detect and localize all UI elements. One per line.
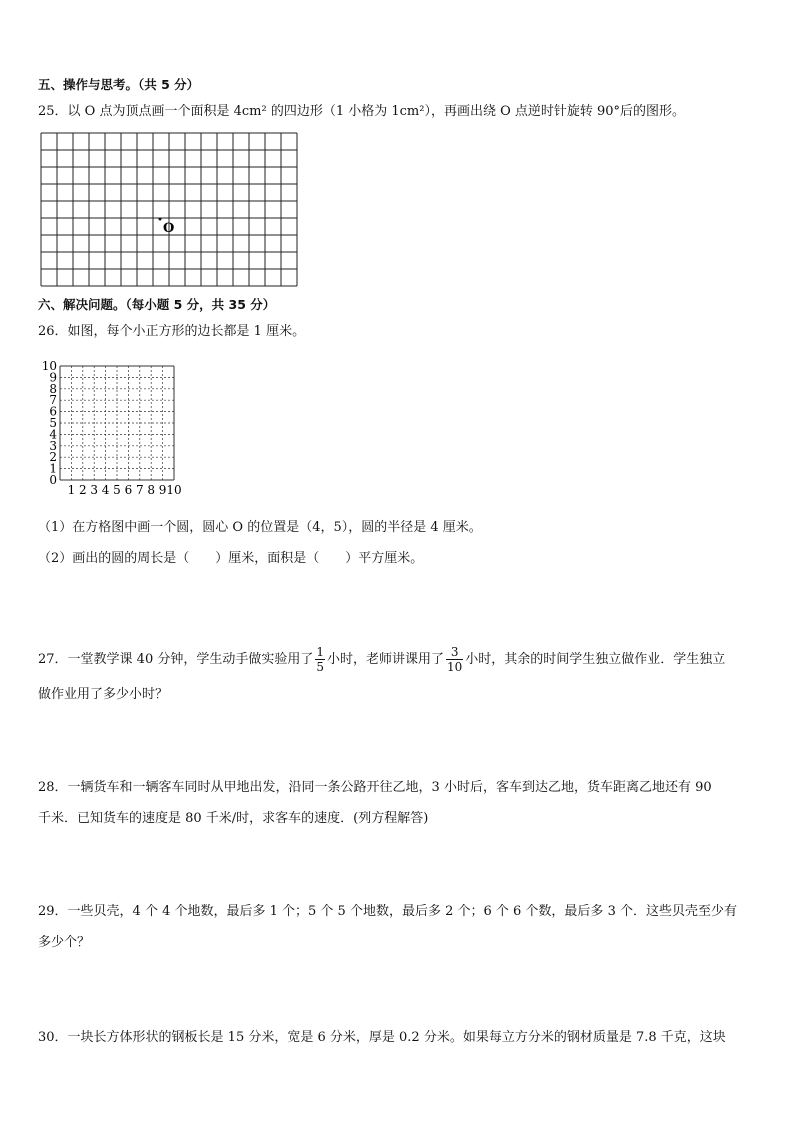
y-axis-label: 8 xyxy=(49,381,57,396)
frac2-denominator: 10 xyxy=(447,660,463,674)
question-26-part-1: （1）在方格图中画一个圆，圆心 O 的位置是（4，5），圆的半径是 4 厘米。 xyxy=(38,520,482,535)
q25-grid xyxy=(40,132,300,288)
y-axis-label: 9 xyxy=(49,370,57,385)
section-6-title: 六、解决问题。（每小题 5 分，共 35 分） xyxy=(38,297,276,312)
question-28-line-2: 千米．已知货车的速度是 80 千米/时，求客车的速度．(列方程解答) xyxy=(38,811,429,826)
frac2-numerator: 3 xyxy=(446,645,463,660)
q27-part-2: 小时，老师讲课用了 xyxy=(327,652,445,667)
y-axis-label: 10 xyxy=(41,359,57,373)
y-axis-label: 7 xyxy=(49,393,57,408)
question-29-line-2: 多少个？ xyxy=(38,935,91,950)
q26-coordinate-grid xyxy=(38,358,198,504)
question-26-part-2: （2）画出的圆的周长是（ ）厘米，面积是（ ）平方厘米。 xyxy=(38,551,424,566)
frac1-denominator: 5 xyxy=(316,660,324,674)
q27-part-3: 小时，其余的时间学生独立做作业．学生独立 xyxy=(465,652,726,667)
x-axis-label: 3 xyxy=(90,483,99,497)
x-axis-label: 8 xyxy=(147,483,156,497)
y-axis-label: 5 xyxy=(49,416,57,430)
point-o-dot xyxy=(159,218,162,221)
fraction-one-fifth xyxy=(315,645,325,674)
x-axis-label: 7 xyxy=(135,483,144,497)
y-axis-label: 4 xyxy=(49,427,57,442)
question-29-line-1: 29．一些贝壳，4 个 4 个地数，最后多 1 个；5 个 5 个地数，最后多 2 个；6 个 6 个数，最后多 3 个．这些贝壳至少有 xyxy=(38,904,737,919)
x-axis-label: 1 xyxy=(67,483,76,497)
frac1-numerator: 1 xyxy=(316,645,324,659)
y-axis-label: 1 xyxy=(49,461,57,476)
x-axis-label: 5 xyxy=(113,483,121,497)
y-axis-label: 3 xyxy=(49,438,57,453)
y-axis-label: 0 xyxy=(49,473,57,487)
y-axis-label: 2 xyxy=(49,450,57,465)
section-5-title: 五、操作与思考。（共 5 分） xyxy=(38,77,200,92)
x-axis-label: 10 xyxy=(166,483,182,497)
y-axis-label: 6 xyxy=(49,404,57,419)
question-27-line-1 xyxy=(38,645,725,674)
fraction-three-tenths xyxy=(446,645,463,674)
q27-part-1: 27．一堂教学课 40 分钟，学生动手做实验用了 xyxy=(38,652,314,667)
question-28-line-1: 28．一辆货车和一辆客车同时从甲地出发，沿同一条公路开往乙地，3 小时后，客车到达乙地，货车距离乙地还有 90 xyxy=(38,780,712,795)
x-axis-label: 9 xyxy=(158,483,167,497)
question-30-line-1: 30．一块长方体形状的钢板长是 15 分米，宽是 6 分米，厚是 0.2 分米。如果每立方分米的钢材质量是 7.8 千克，这块 xyxy=(38,1030,726,1045)
point-o-label: O xyxy=(163,221,175,236)
x-axis-label: 6 xyxy=(124,483,133,497)
question-27-line-2: 做作业用了多少小时？ xyxy=(38,687,169,702)
question-26-text: 26．如图，每个小正方形的边长都是 1 厘米。 xyxy=(38,324,306,339)
x-axis-label: 2 xyxy=(78,483,87,497)
x-axis-label: 4 xyxy=(101,483,110,497)
question-25-text: 25．以 O 点为顶点画一个面积是 4cm² 的四边形（1 小格为 1cm²），再画出绕 O 点逆时针旋转 90°后的图形。 xyxy=(38,104,686,119)
